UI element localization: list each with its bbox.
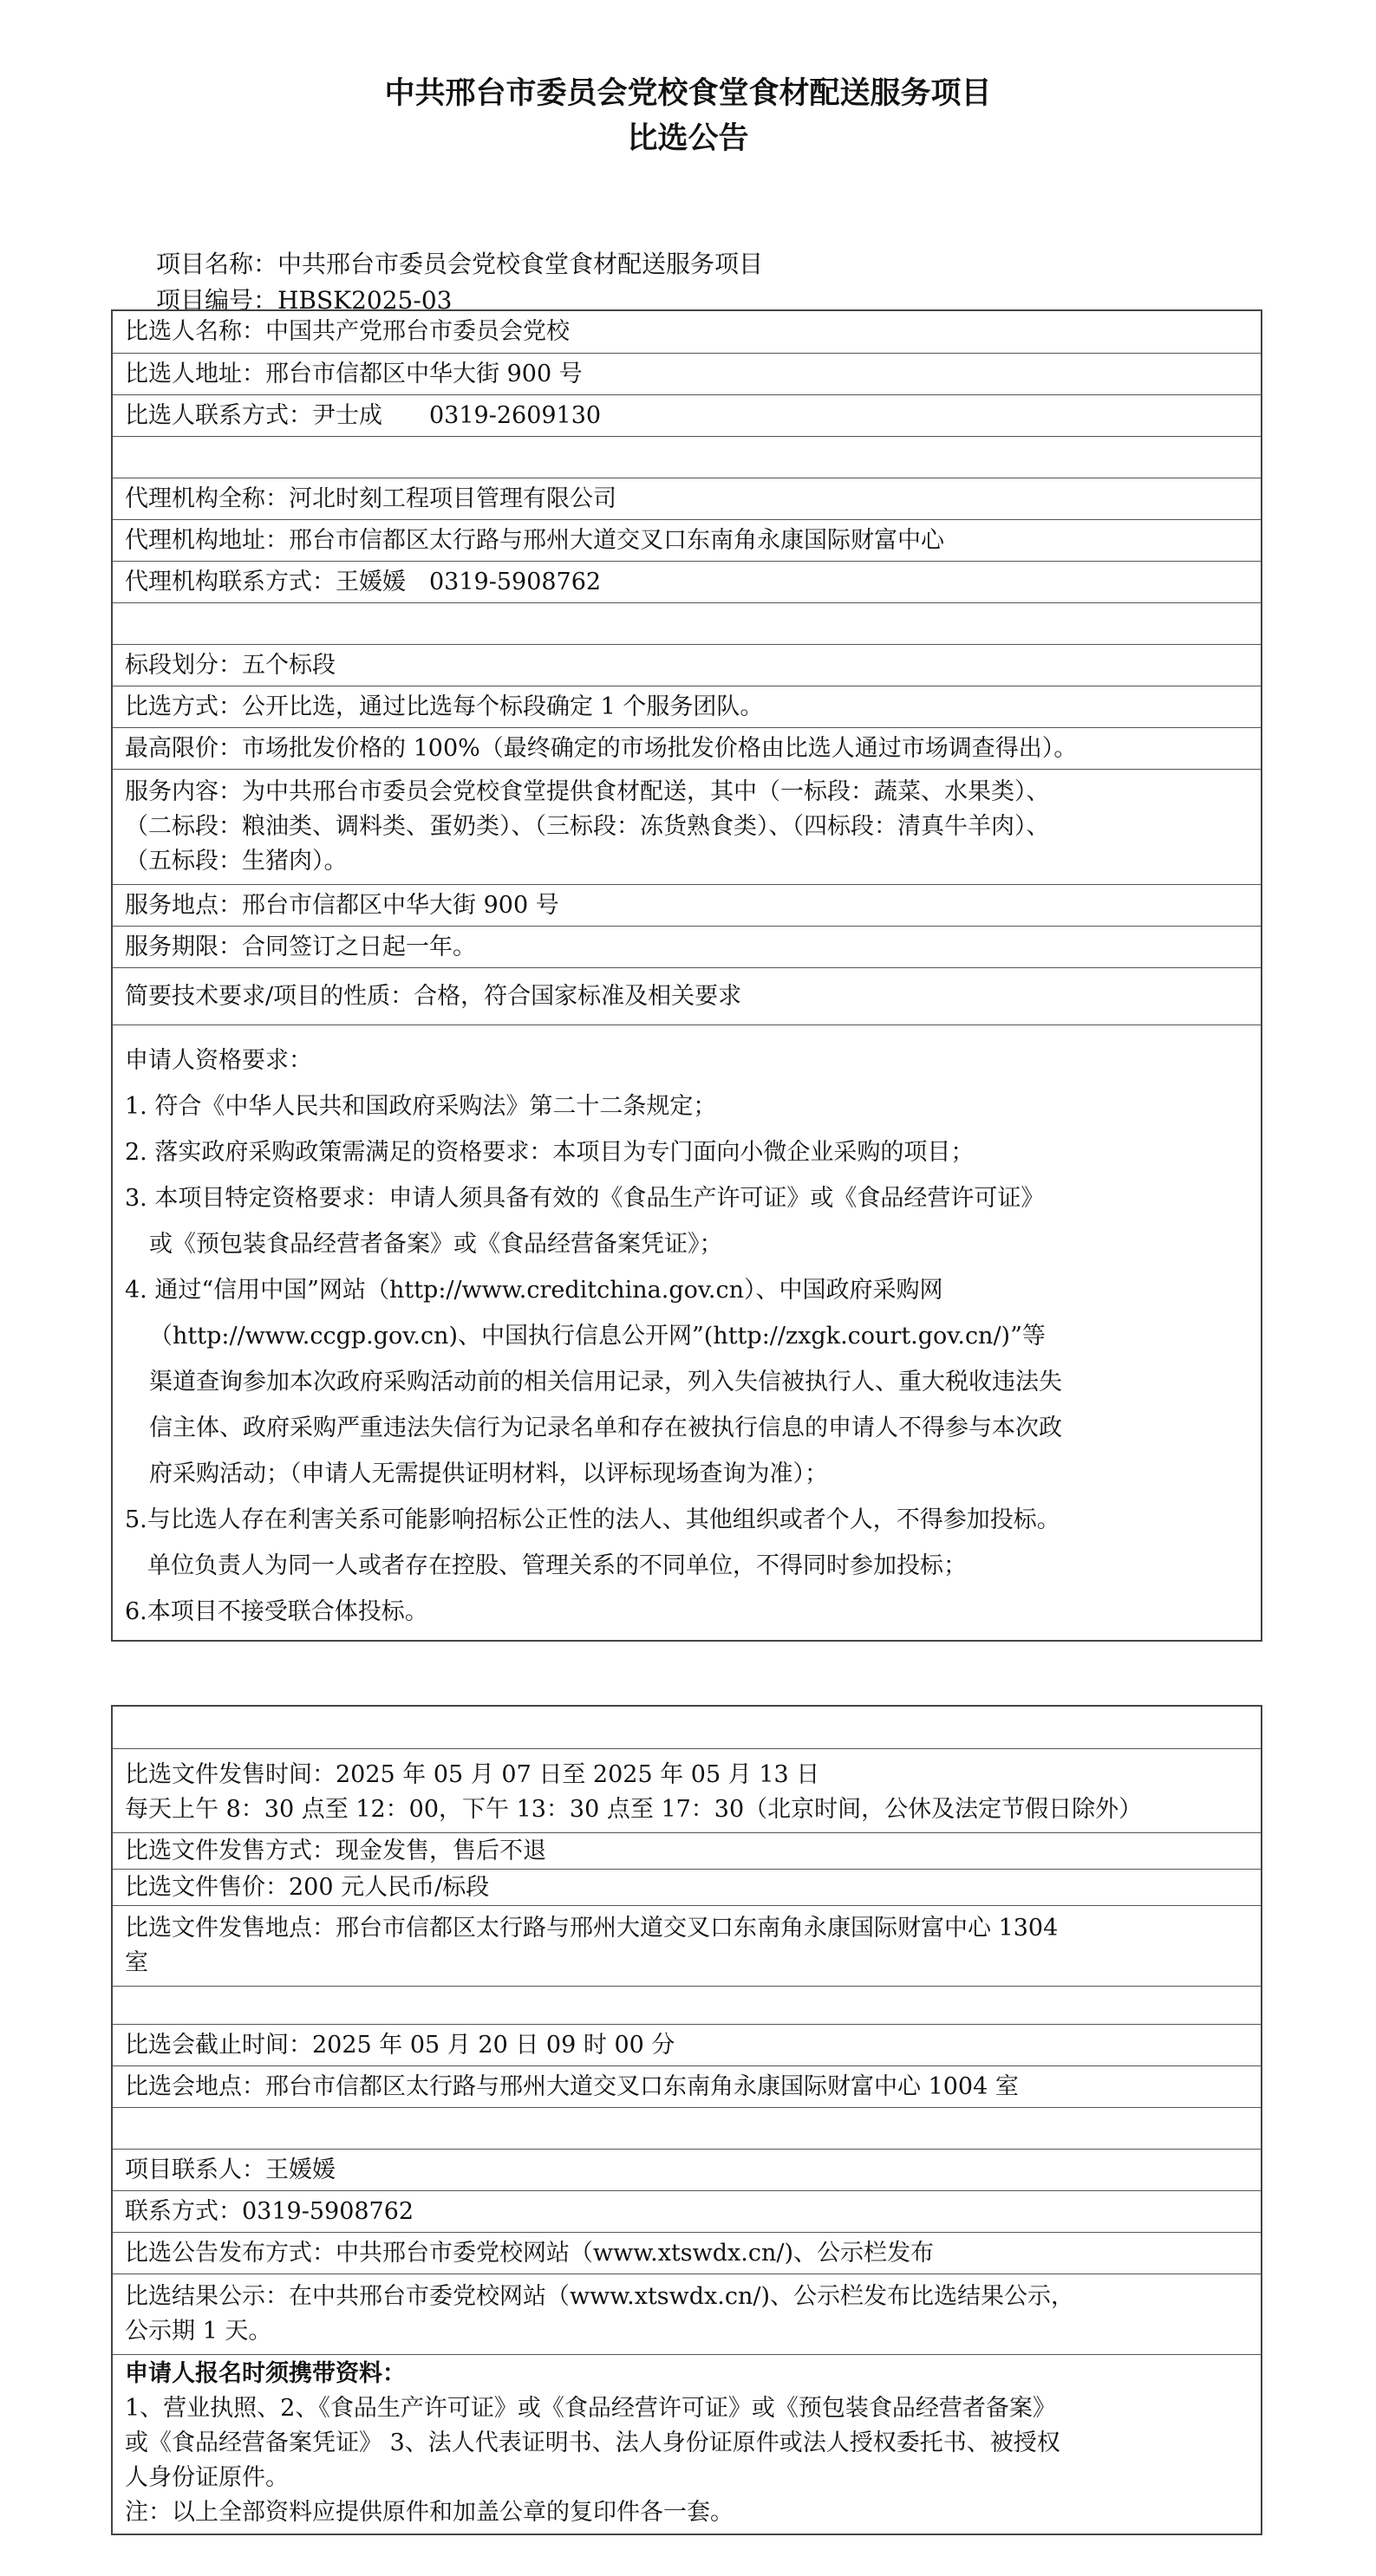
qualification-item: 府采购活动；（申请人无需提供证明材料，以评标现场查询为准）； [149,1460,828,1487]
empty-row [113,602,1261,644]
agency-address-row: 代理机构地址：邢台市信都区太行路与邢州大道交叉口东南角永康国际财富中心 [113,519,1261,561]
contact-phone-row: 联系方式：0319-5908762 [113,2190,1261,2232]
materials-note: 注：以上全部资料应提供原件和加盖公章的复印件各一套。 [125,2499,734,2526]
qualification-item: 5.与比选人存在利害关系可能影响招标公正性的法人、其他组织或者个人，不得参加投标。 [125,1506,1060,1533]
document-subtitle: 比选公告 [627,121,749,156]
materials-line: 人身份证原件。 [125,2464,289,2491]
project-name: 项目名称：中共邢台市委员会党校食堂食材配送服务项目 [156,250,764,278]
qualification-item: 渠道查询参加本次政府采购活动前的相关信用记录，列入失信被执行人、重大税收违法失 [149,1369,1062,1395]
sale-location-row [113,1905,1261,1986]
sale-time-line: 每天上午 8：30 点至 12：00，下午 13：30 点至 17：30（北京时间，公休及法定节假日除外） [125,1796,1143,1823]
max-price-row: 最高限价：市场批发价格的 100%（最终确定的市场批发价格由比选人通过市场调查得出）。 [113,727,1261,769]
result-publicity-row [113,2274,1261,2354]
service-content-line: 服务内容：为中共邢台市委员会党校食堂提供食材配送，其中（一标段：蔬菜、水果类）、 [125,778,1050,805]
empty-row [113,1707,1261,1748]
buyer-address-row: 比选人地址：邢台市信都区中华大街 900 号 [113,353,1261,394]
agency-contact-row: 代理机构联系方式：王媛媛 0319-5908762 [113,561,1261,602]
qualification-item: 4. 通过“信用中国”网站（http://www.creditchina.gov.cn）、中国政府采购网 [125,1277,943,1304]
qualification-item: 6.本项目不接受联合体投标。 [125,1598,428,1625]
result-publicity-line: 公示期 1 天。 [125,2318,272,2345]
qualification-item: （http://www.ccgp.gov.cn)、中国执行信息公开网”(http://zxgk.court.gov.cn/)”等 [149,1323,1046,1350]
publish-method-row: 比选公告发布方式：中共邢台市委党校网站（www.xtswdx.cn/)、公示栏发布 [113,2232,1261,2274]
sale-time-row [113,1748,1261,1832]
sale-location-line: 室 [125,1949,148,1976]
sale-price-row: 比选文件售价：200 元人民币/标段 [113,1869,1261,1905]
service-content-line: （二标段：粮油类、调料类、蛋奶类）、（三标段：冻货熟食类）、（四标段：清真牛羊肉）、 [125,813,1050,840]
empty-row [113,436,1261,478]
sale-method-row: 比选文件发售方式：现金发售，售后不退 [113,1832,1261,1869]
buyer-contact-row: 比选人联系方式：尹士成 0319-2609130 [113,394,1261,436]
empty-row [113,1986,1261,2024]
service-period-row: 服务期限：合同签订之日起一年。 [113,926,1261,967]
materials-heading: 申请人报名时须携带资料： [125,2360,406,2387]
lots-row: 标段划分：五个标段 [113,644,1261,686]
tech-requirements-row: 简要技术要求/项目的性质：合格，符合国家标准及相关要求 [113,967,1261,1025]
sale-time-line: 比选文件发售时间：2025 年 05 月 07 日至 2025 年 05 月 13 日 [125,1761,820,1788]
result-publicity-line: 比选结果公示：在中共邢台市委党校网站（www.xtswdx.cn/)、公示栏发布比选结果公示， [125,2283,1074,2310]
materials-line: 1、营业执照、2、《食品生产许可证》或《食品经营许可证》或《预包装食品经营者备案》 [125,2395,1056,2422]
qualification-item: 单位负责人为同一人或者存在控股、管理关系的不同单位，不得同时参加投标； [147,1552,967,1579]
service-content-line: （五标段：生猪肉）。 [125,848,348,875]
qualification-item: 或《预包装食品经营者备案》或《食品经营备案凭证》； [149,1231,723,1258]
sale-location-line: 比选文件发售地点：邢台市信都区太行路与邢州大道交叉口东南角永康国际财富中心 1304 [125,1915,1059,1942]
qualification-item: 1. 符合《中华人民共和国政府采购法》第二十二条规定； [125,1093,717,1120]
qualification-item: 3. 本项目特定资格要求：申请人须具备有效的《食品生产许可证》或《食品经营许可证》 [125,1185,1045,1212]
materials-row [113,2354,1261,2534]
contact-person-row: 项目联系人：王媛媛 [113,2149,1261,2190]
materials-line: 或《食品经营备案凭证》 3、法人代表证明书、法人身份证原件或法人授权委托书、被授权 [125,2430,1060,2456]
qualification-item: 信主体、政府采购严重违法失信行为记录名单和存在被执行信息的申请人不得参与本次政 [149,1415,1062,1441]
info-table-upper [111,309,1262,1642]
qualification-section [113,1025,1261,1640]
document-title: 中共邢台市委员会党校食堂食材配送服务项目 [384,76,992,111]
service-location-row: 服务地点：邢台市信都区中华大街 900 号 [113,884,1261,926]
qualification-item: 2. 落实政府采购政策需满足的资格要求：本项目为专门面向小微企业采购的项目； [125,1139,975,1166]
empty-row [113,2107,1261,2149]
qualification-heading: 申请人资格要求： [125,1047,312,1074]
project-number: 项目编号：HBSK2025-03 [156,286,453,315]
service-content-row [113,769,1261,884]
meeting-location-row: 比选会地点：邢台市信都区太行路与邢州大道交叉口东南角永康国际财富中心 1004 室 [113,2065,1261,2107]
method-row: 比选方式：公开比选，通过比选每个标段确定 1 个服务团队。 [113,686,1261,727]
deadline-row: 比选会截止时间：2025 年 05 月 20 日 09 时 00 分 [113,2024,1261,2065]
buyer-name-row: 比选人名称：中国共产党邢台市委员会党校 [125,318,570,345]
info-table-lower [111,1705,1262,2535]
agency-name-row: 代理机构全称：河北时刻工程项目管理有限公司 [113,478,1261,519]
